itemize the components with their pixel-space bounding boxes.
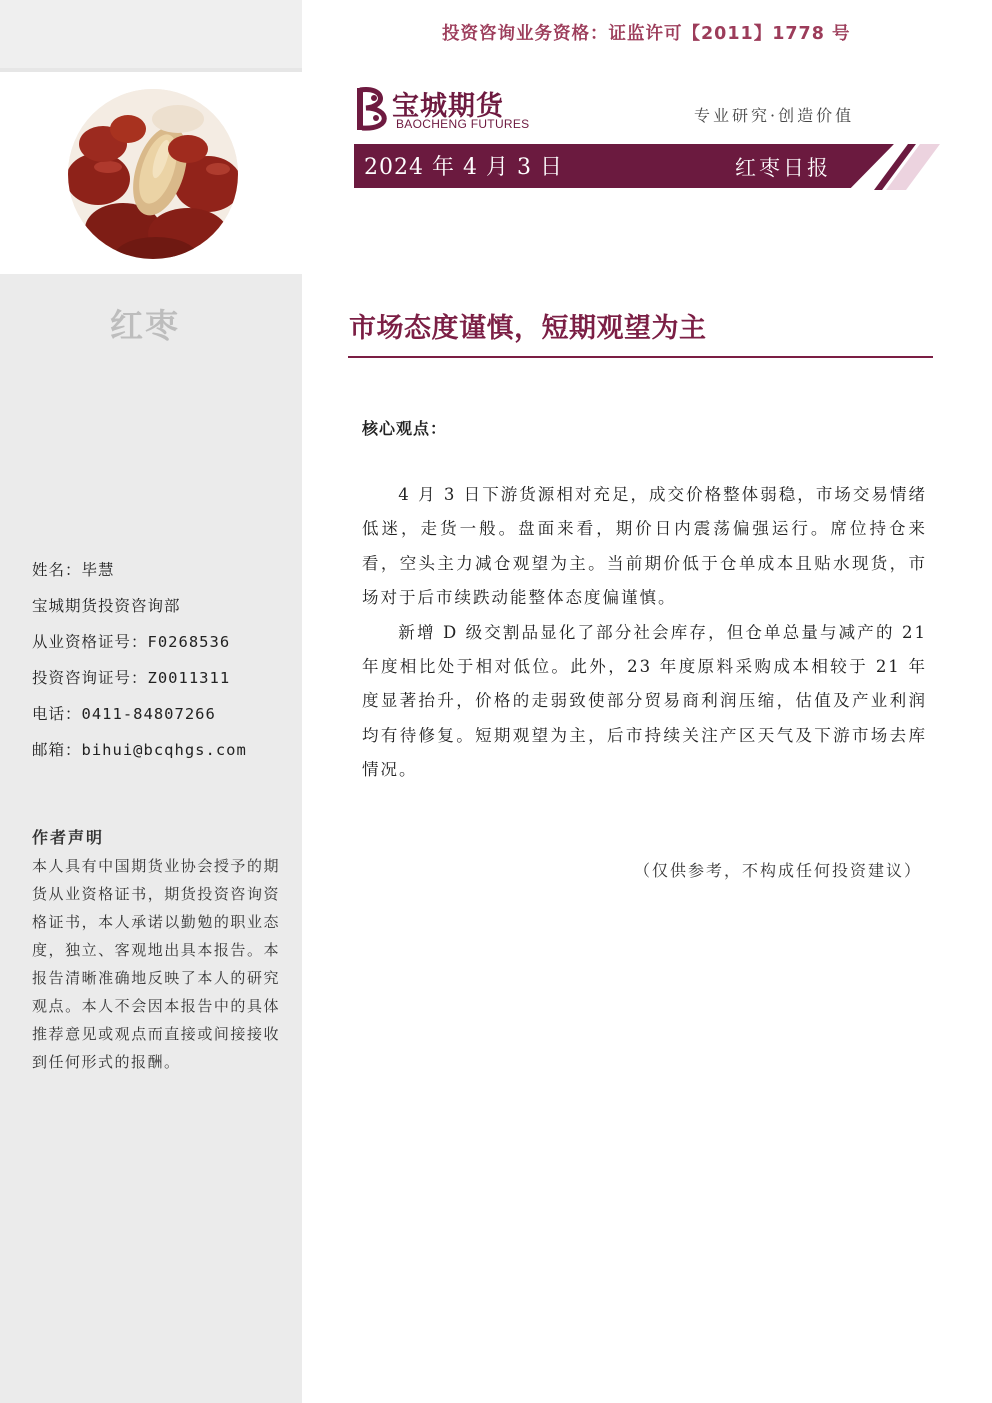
author-email: 邮箱：bihui@bcqhgs.com: [32, 741, 247, 759]
red-dates-photo: [68, 89, 238, 259]
banner-stripes: [830, 144, 945, 190]
author-qualification-number: 从业资格证号：F0268536: [32, 633, 231, 651]
core-view-body: [362, 478, 927, 788]
report-name: 红枣日报: [735, 156, 831, 180]
declaration-text: 本人具有中国期货业协会授予的期货从业资格证书，期货投资咨询资格证书，本人承诺以勤勉的职业态度，独立、客观地出具本报告。本报告清晰准确地反映了本人的研究观点。本人不会因本报告中的具体推荐意见或观点而直接或间接接收到任何形式的报酬。: [32, 857, 280, 1071]
logo-mark-icon: [354, 84, 394, 134]
author-consulting-number: 投资咨询证号：Z0011311: [32, 669, 231, 687]
author-department: 宝城期货投资咨询部: [32, 597, 181, 615]
declaration-title: 作者声明: [32, 828, 105, 847]
report-date: 2024 年 4 月 3 日: [364, 155, 563, 180]
disclaimer: （仅供参考，不构成任何投资建议）: [634, 861, 923, 880]
report-headline: 市场态度谨慎，短期观望为主: [349, 313, 707, 344]
logo-chinese-name: 宝城期货: [392, 91, 504, 122]
sidebar-top-edge: [0, 68, 302, 72]
sidebar-top-block: [0, 0, 302, 72]
license-statement: 投资咨询业务资格：证监许可【2011】1778 号: [442, 24, 851, 44]
author-phone: 电话：0411-84807266: [32, 705, 216, 723]
headline-divider: [348, 356, 933, 358]
author-name: 姓名：毕慧: [32, 561, 115, 579]
core-view-label: 核心观点：: [362, 419, 448, 438]
category-label: 红枣: [110, 306, 180, 345]
paragraph: 新增 D 级交割品显化了部分社会库存，但仓单总量与减产的 21 年度相比处于相对低位。此外，23 年度原料采购成本相较于 21 年度显著抬升，价格的走弱致使部分贸易商利润压缩，估值及产业利润均有待修复。短期观望为主，后市持续关注产区天气及下游市场去库情况。: [362, 622, 927, 780]
paragraph: 4 月 3 日下游货源相对充足，成交价格整体弱稳，市场交易情绪低迷，走货一般。盘面来看，期价日内震荡偏强运行。席位持仓来看，空头主力减仓观望为主。当前期价低于仓单成本且贴水现货，市场对于后市续跌动能整体态度偏谨慎。: [362, 485, 927, 608]
logo-english-name: BAOCHENG FUTURES: [396, 117, 530, 131]
slogan: 专业研究·创造价值: [694, 106, 855, 125]
author-info: [32, 556, 297, 772]
